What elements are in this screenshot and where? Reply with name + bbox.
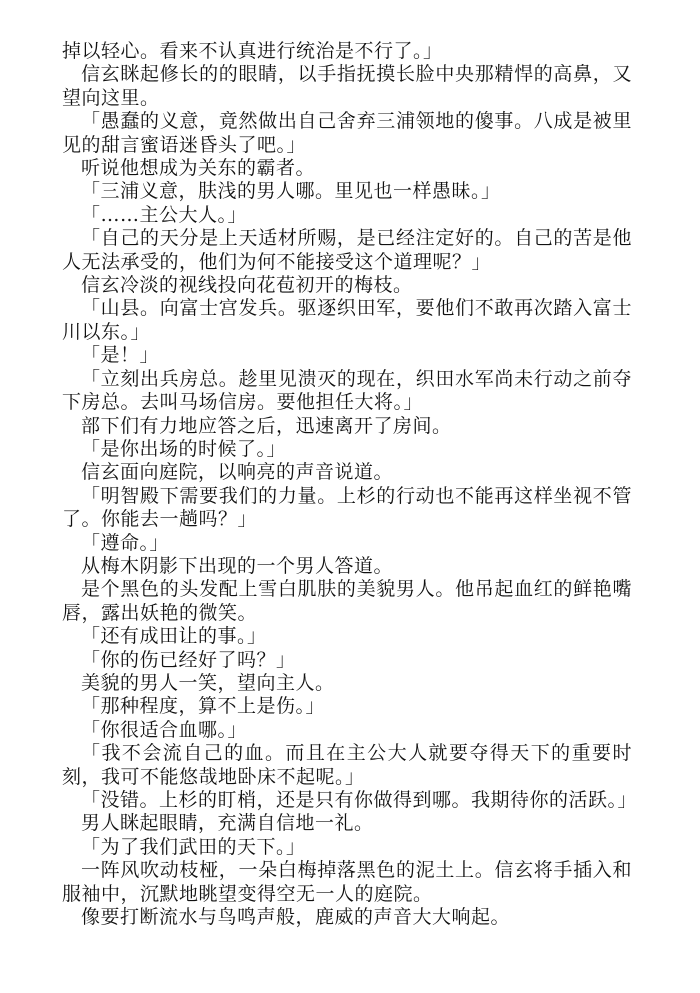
paragraph: 「立刻出兵房总。趁里见溃灭的现在，织田水军尚未行动之前夺下房总。去叫马场信房。要他担任大将。」 bbox=[62, 367, 632, 414]
paragraph: 「是你出场的时候了。」 bbox=[81, 437, 287, 460]
paragraph: 「我不会流自己的血。而且在主公大人就要夺得天下的重要时刻，我可不能悠哉地卧床不起呢。」 bbox=[62, 742, 632, 788]
paragraph: 「……主公大人。」 bbox=[81, 203, 248, 226]
paragraph: 「山县。向富士宫发兵。驱逐织田军，要他们不敢再次踏入富士川以东。」 bbox=[62, 297, 632, 343]
paragraph: 「没错。上杉的盯梢，还是只有你做得到哪。我期待你的活跃。」 bbox=[81, 789, 638, 811]
paragraph: 「是！」 bbox=[81, 344, 160, 367]
paragraph: 「自己的天分是上天适材所赐，是已经注定好的。自己的苦是他人无法承受的，他们为何不能接受这个道理呢？」 bbox=[62, 227, 632, 273]
paragraph: 男人眯起眼睛，充满自信地一礼。 bbox=[81, 812, 374, 835]
paragraph: 「还有成田让的事。」 bbox=[81, 625, 267, 648]
novel-page bbox=[62, 40, 638, 929]
paragraph: 「为了我们武田的天下。」 bbox=[81, 835, 306, 858]
paragraph: 听说他想成为关东的霸者。 bbox=[81, 157, 316, 180]
paragraph: 信玄冷淡的视线投向花苞初开的梅枝。 bbox=[81, 274, 413, 297]
paragraph: 部下们有力地应答之后，迅速离开了房间。 bbox=[81, 414, 452, 437]
paragraph: 「明智殿下需要我们的力量。上杉的行动也不能再这样坐视不管了。你能去一趟吗？」 bbox=[62, 484, 632, 531]
paragraph: 「那种程度，算不上是伤。」 bbox=[81, 695, 326, 718]
paragraph: 「三浦义意，肤浅的男人哪。里见也一样愚昧。」 bbox=[81, 180, 501, 203]
paragraph: 「你的伤已经好了吗？」 bbox=[81, 648, 296, 671]
paragraph: 「愚蠢的义意，竟然做出自己舍弃三浦领地的傻事。八成是被里见的甜言蜜语迷昏头了吧。」 bbox=[62, 110, 632, 156]
paragraph: 像要打断流水与鸟鸣声般，鹿威的声音大大响起。 bbox=[81, 906, 511, 929]
paragraph: 信玄眯起修长的的眼睛，以手指抚摸长脸中央那精悍的高鼻，又望向这里。 bbox=[62, 63, 632, 109]
paragraph: 一阵风吹动枝桠，一朵白梅掉落黑色的泥土上。信玄将手插入和服袖中，沉默地眺望变得空无一人的庭院。 bbox=[62, 859, 632, 905]
paragraph: 是个黑色的头发配上雪白肌肤的美貌男人。他吊起血红的鲜艳嘴唇，露出妖艳的微笑。 bbox=[62, 578, 632, 624]
paragraph: 从梅木阴影下出现的一个男人答道。 bbox=[81, 554, 394, 577]
paragraph: 美貌的男人一笑，望向主人。 bbox=[81, 671, 335, 694]
paragraph: 「遵命。」 bbox=[81, 531, 170, 554]
paragraph-continuation: 掉以轻心。看来不认真进行统治是不行了。」 bbox=[62, 40, 443, 62]
paragraph: 信玄面向庭院，以响亮的声音说道。 bbox=[81, 461, 394, 484]
paragraph: 「你很适合血哪。」 bbox=[81, 718, 248, 741]
